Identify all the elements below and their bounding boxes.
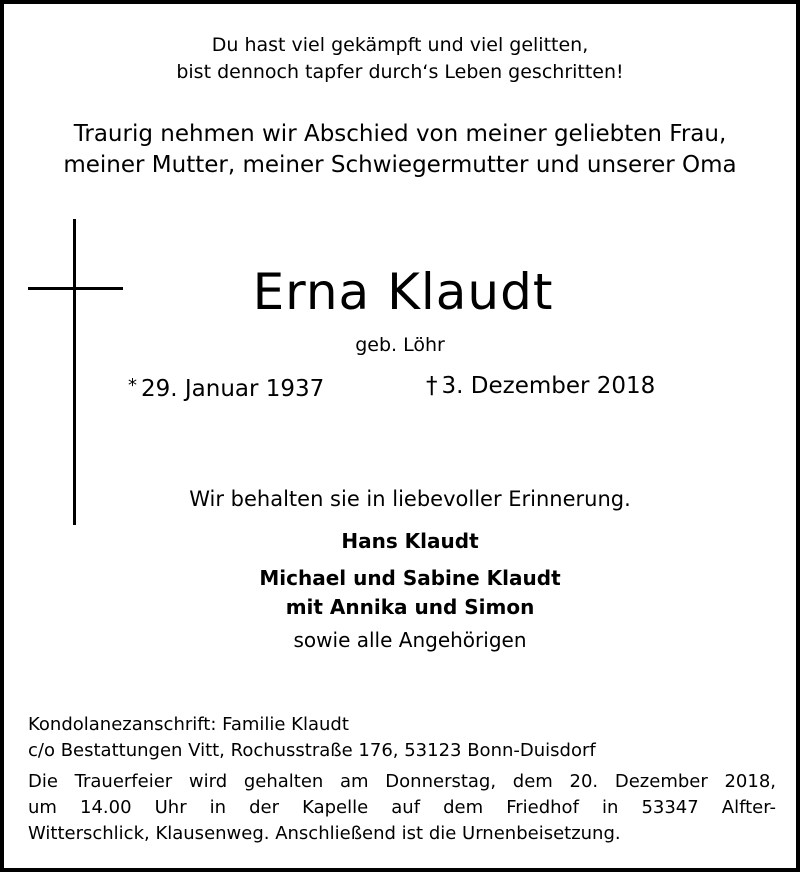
mourner-name: Hans Klaudt bbox=[341, 529, 479, 553]
service-line: Witterschlick, Klausenweg. Anschließend ist die Urnenbeisetzung. bbox=[28, 823, 621, 844]
birth-date: 29. Januar 1937 bbox=[141, 376, 325, 402]
condolence-address bbox=[28, 712, 596, 764]
intro-line: Traurig nehmen wir Abschied von meiner geliebten Frau, bbox=[73, 121, 727, 147]
maiden-name: geb. Löhr bbox=[355, 334, 445, 356]
deceased-name: Erna Klaudt bbox=[252, 263, 554, 321]
intro-line: meiner Mutter, meiner Schwiegermutter und unserer Oma bbox=[63, 152, 737, 178]
mourner-name: Michael und Sabine Klaudt bbox=[259, 566, 561, 590]
mourners bbox=[4, 527, 796, 655]
death-dagger-icon: † bbox=[426, 373, 438, 399]
service-info bbox=[28, 769, 776, 847]
service-line: Die Trauerfeier wird gehalten am Donnerstag, dem 20. Dezember 2018, bbox=[28, 771, 776, 792]
poem bbox=[4, 32, 796, 86]
condolence-line: c/o Bestattungen Vitt, Rochusstraße 176, 53123 Bonn-Duisdorf bbox=[28, 740, 596, 761]
mourner-name: mit Annika und Simon bbox=[285, 595, 535, 619]
memory-text: Wir behalten sie in liebevoller Erinnerung. bbox=[189, 487, 631, 511]
relatives-text: sowie alle Angehörigen bbox=[293, 628, 527, 652]
service-line: um 14.00 Uhr in der Kapelle auf dem Friedhof in 53347 Alfter- bbox=[28, 797, 776, 818]
intro-text bbox=[4, 119, 796, 181]
poem-line: bist dennoch tapfer durch‘s Leben geschritten! bbox=[176, 61, 624, 83]
birth-star-icon: * bbox=[128, 375, 137, 396]
poem-line: Du hast viel gekämpft und viel gelitten, bbox=[211, 34, 589, 56]
death-date-row bbox=[426, 371, 655, 401]
birth-date-row bbox=[128, 371, 324, 404]
condolence-line: Kondolanezanschrift: Familie Klaudt bbox=[28, 714, 349, 735]
death-date: 3. Dezember 2018 bbox=[441, 373, 656, 399]
